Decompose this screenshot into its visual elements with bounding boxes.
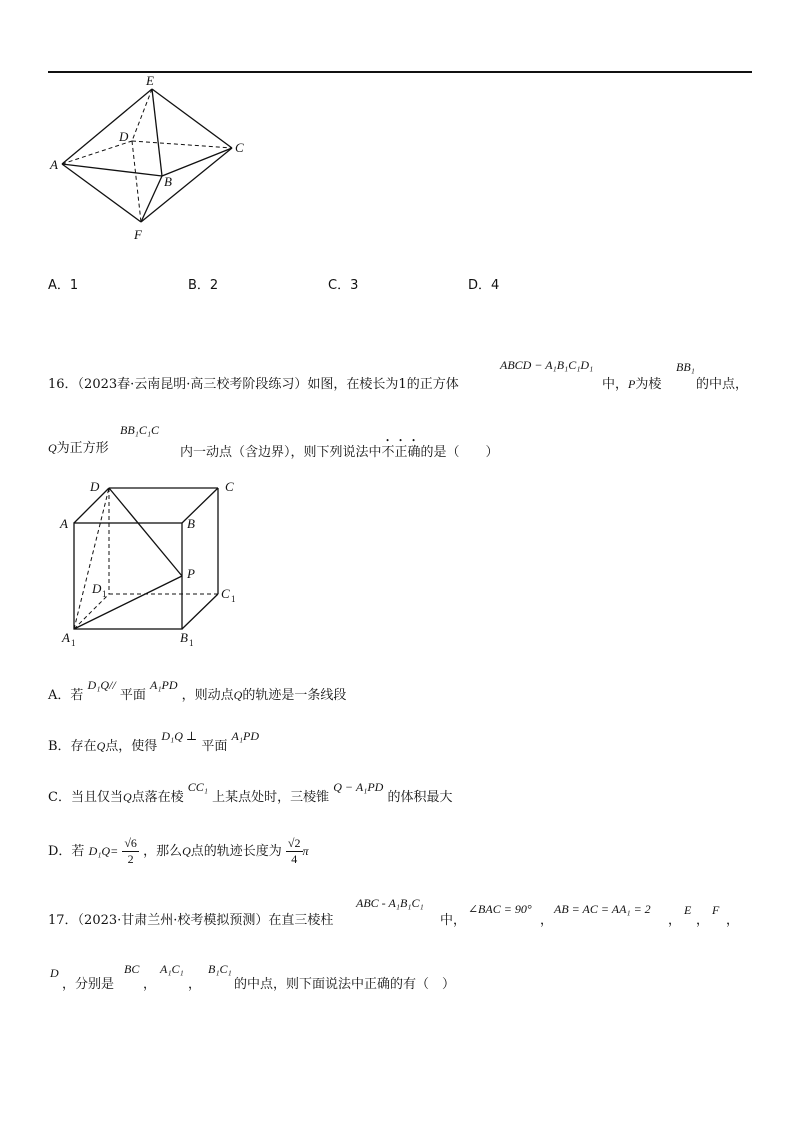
cube-label-d: D xyxy=(90,479,100,494)
q17-mid: 中， xyxy=(440,913,467,928)
q16-line1: 16．（2023春·云南昆明·高三校考阶段练习）如图，在棱长为1的正方体 xyxy=(48,377,459,392)
q17-line2-end: 的中点，则下面说法中正确的有（ ） xyxy=(234,977,456,992)
q17-comma1: ， xyxy=(540,913,554,928)
cube-label-b: B xyxy=(187,516,195,531)
q16-line2: Q为正方形 xyxy=(48,441,109,456)
cube-label-c1: C xyxy=(221,586,230,601)
q16-option-c[interactable]: C．当且仅当Q点落在棱 CC₁ 上某点处时，三棱锥 Q − A₁PD 的体积最大 xyxy=(48,780,453,805)
fraction-sqrt6-over-2: $\frac{√6}{2}$ xyxy=(124,836,137,866)
cube-label-b1: B xyxy=(180,630,188,645)
q17-equal: AB = AC = AA₁ = 2 xyxy=(554,902,651,916)
q17-a1c1: A₁C₁ xyxy=(160,962,184,976)
q17-prism: ABC - A₁B₁C₁ xyxy=(356,896,424,910)
q16-edge-bb1: BB₁ xyxy=(676,360,695,374)
q16-line1-c: 的中点， xyxy=(696,377,749,392)
q17-comma4: ， xyxy=(726,913,740,928)
q16-cube-name: ABCD − A₁B₁C₁D₁ xyxy=(500,358,594,372)
fraction-sqrt2-over-4: $\frac{√2}{4}$ xyxy=(287,836,301,866)
q16-option-d[interactable]: D．若 D₁Q= $\frac{√6}{2}$ ，那么Q点的轨迹长度为 $\frac{√2}{4}$ π xyxy=(48,836,309,866)
cube-label-d1-sub: 1 xyxy=(102,589,107,599)
q15-option-a[interactable]: A．1 xyxy=(48,278,79,293)
q16-square: BB₁C₁C xyxy=(120,423,160,437)
cube-label-a1-sub: 1 xyxy=(71,638,76,648)
cube-figure xyxy=(56,474,256,650)
cube-label-p: P xyxy=(187,566,195,581)
cube-label-a: A xyxy=(60,516,68,531)
emphasis-text: 不正确 xyxy=(381,445,421,460)
q15-option-d[interactable]: D．4 xyxy=(468,278,500,293)
label-b: B xyxy=(164,174,172,189)
q17-d: D xyxy=(50,966,59,980)
label-f: F xyxy=(134,227,142,242)
q17-e: E xyxy=(684,903,692,917)
label-e: E xyxy=(146,73,154,88)
octahedron-figure xyxy=(40,72,260,247)
q17-comma6: ， xyxy=(188,977,202,992)
cube-label-b1-sub: 1 xyxy=(189,638,194,648)
label-a: A xyxy=(50,157,58,172)
cube-label-c: C xyxy=(225,479,234,494)
q17-f: F xyxy=(712,903,720,917)
cube-label-a1: A xyxy=(62,630,70,645)
q17-b1c1: B₁C₁ xyxy=(208,962,232,976)
q17-angle: ∠BAC = 90° xyxy=(468,902,532,916)
q17-bc: BC xyxy=(124,962,140,976)
q17-comma5: ， xyxy=(143,977,157,992)
q17-line2: ，分别是 xyxy=(62,977,115,992)
q17-comma3: ， xyxy=(696,913,710,928)
q15-option-b[interactable]: B．2 xyxy=(188,278,219,293)
cube-label-c1-sub: 1 xyxy=(231,594,236,604)
q17-comma2: ， xyxy=(668,913,682,928)
cube-label-d1: D xyxy=(92,581,102,596)
q16-option-b[interactable]: B．存在Q点，使得 D₁Q ⊥ 平面 A₁PD xyxy=(48,729,259,754)
label-d: D xyxy=(119,129,129,144)
q16-option-a[interactable]: A．若 D₁Q// 平面 A₁PD ，则动点Q的轨迹是一条线段 xyxy=(48,678,347,703)
q15-option-c[interactable]: C．3 xyxy=(328,278,359,293)
q17-line1: 17．（2023·甘肃兰州·校考模拟预测）在直三棱柱 xyxy=(48,913,334,928)
label-c: C xyxy=(235,140,244,155)
q16-line1-b: 中，P为棱 xyxy=(602,377,662,392)
q16-line2-b: 内一动点（含边界），则下列说法中不正确的是（ ） xyxy=(180,445,499,460)
